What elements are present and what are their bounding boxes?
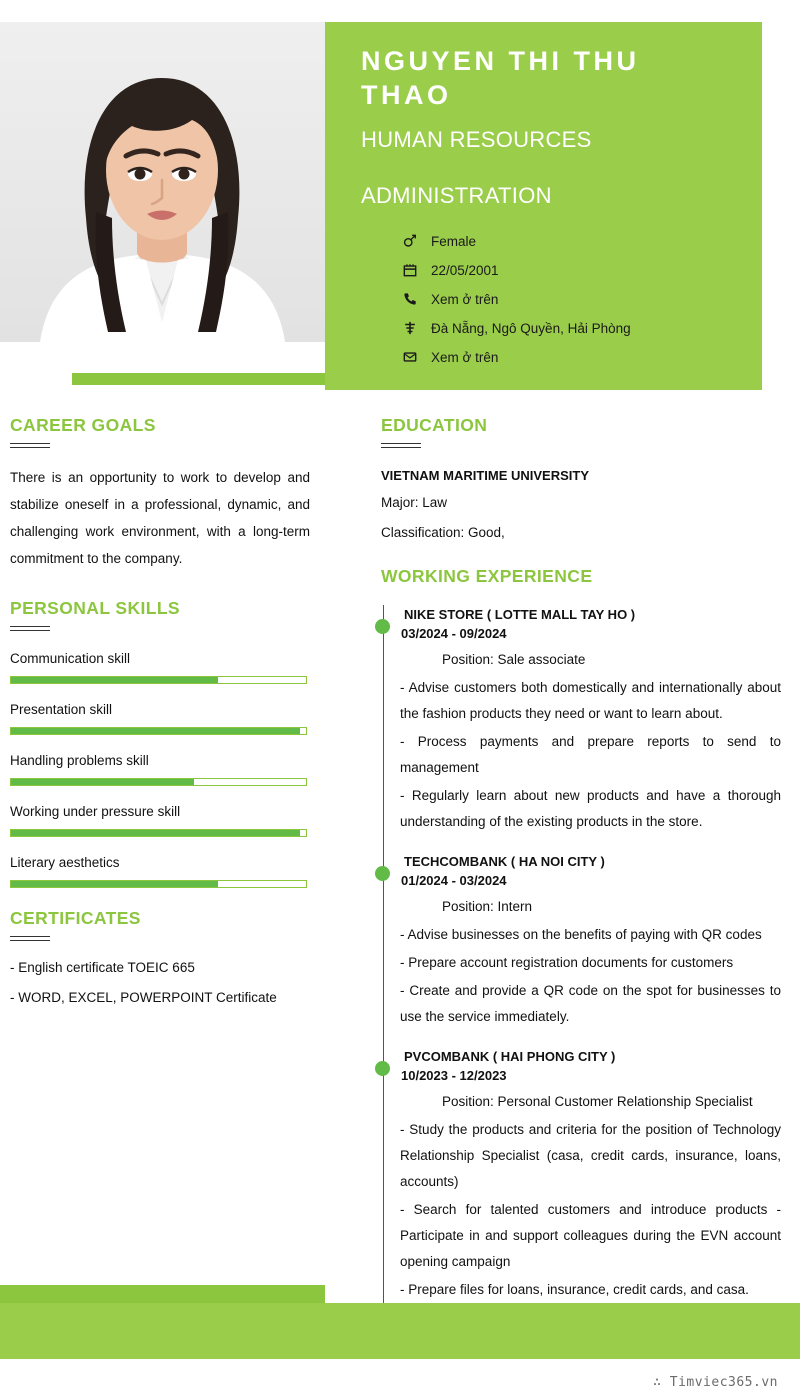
experience-bullet: - Study the products and criteria for the position of Technology Relationship Specialist (casa, credit cards, insurance, loans, accounts) — [400, 1122, 781, 1189]
job-title-line2: ADMINISTRATION — [361, 183, 552, 208]
contact-row-address — [361, 321, 738, 337]
skill-label: Handling problems skill — [10, 753, 149, 768]
certificates-title: CERTIFICATES — [10, 908, 141, 928]
section-divider — [10, 443, 50, 444]
contact-phone-text: Xem ở trên — [431, 292, 499, 307]
section-divider — [381, 443, 421, 444]
section-divider — [10, 940, 50, 941]
contact-row-phone — [361, 292, 738, 308]
experience-item — [400, 852, 781, 1030]
skill-label: Literary aesthetics — [10, 855, 120, 870]
experience-company: TECHCOMBANK ( HA NOI CITY ) — [404, 854, 605, 869]
experience-company: NIKE STORE ( LOTTE MALL TAY HO ) — [404, 607, 636, 622]
career-goals-text: There is an opportunity to work to develop and stabilize oneself in a professional, dynamic, and challenging work environment, with a long-term commitment to the company. — [10, 470, 310, 566]
education-section — [381, 415, 781, 548]
experience-date: 03/2024 - 09/2024 — [401, 626, 507, 641]
section-divider — [10, 447, 50, 448]
contact-email-text: Xem ở trên — [431, 350, 499, 365]
calendar-icon — [399, 263, 421, 279]
experience-bullet: - Advise businesses on the benefits of paying with QR codes — [400, 927, 762, 942]
skill-label: Working under pressure skill — [10, 804, 181, 819]
profile-photo — [0, 22, 325, 342]
experience-position: Position: Intern — [442, 899, 533, 914]
footer-accent-bar — [0, 1285, 325, 1303]
working-experience-title: WORKING EXPERIENCE — [381, 566, 593, 586]
job-title-line1: HUMAN RESOURCES — [361, 127, 592, 152]
skill-bar-fill — [11, 677, 218, 683]
experience-date: 01/2024 - 03/2024 — [401, 873, 507, 888]
left-column — [10, 415, 310, 1011]
right-column — [381, 415, 781, 1320]
skill-label: Communication skill — [10, 651, 131, 666]
section-divider — [10, 936, 50, 937]
experience-item — [400, 605, 781, 835]
experience-bullet: - Process payments and prepare reports to send to management — [400, 734, 781, 775]
portrait-illustration — [0, 22, 325, 342]
experience-timeline — [381, 605, 781, 1303]
timeline-dot-icon — [375, 1061, 390, 1076]
timeline-axis — [383, 605, 384, 1303]
career-goals-title: CAREER GOALS — [10, 415, 156, 435]
skill-bar-fill — [11, 779, 194, 785]
contact-row-gender — [361, 234, 738, 250]
experience-company: PVCOMBANK ( HAI PHONG CITY ) — [404, 1049, 616, 1064]
phone-icon — [399, 292, 421, 308]
education-major: Major: Law — [381, 495, 448, 510]
email-icon — [399, 350, 421, 366]
page-title: NGUYEN THI THU THAO — [361, 46, 640, 110]
experience-bullet: - Prepare files for loans, insurance, credit cards, and casa. — [400, 1282, 749, 1297]
working-experience-section — [381, 566, 781, 1303]
contact-birthday-text: 22/05/2001 — [431, 263, 499, 278]
contact-gender-text: Female — [431, 234, 477, 249]
skill-bar — [10, 727, 307, 735]
career-goals-section — [10, 415, 310, 572]
certificate-item: - English certificate TOEIC 665 — [10, 960, 195, 975]
skill-bar-fill — [11, 881, 218, 887]
photo-accent-bar — [72, 373, 325, 385]
timeline-dot-icon — [375, 866, 390, 881]
education-title: EDUCATION — [381, 415, 488, 435]
experience-bullet: - Regularly learn about new products and have a thorough understanding of the existing products in the store. — [400, 788, 781, 829]
cv-header — [0, 22, 800, 390]
location-icon — [399, 321, 421, 337]
certificates-section — [10, 908, 310, 1011]
gender-icon — [399, 234, 421, 250]
experience-item — [400, 1047, 781, 1303]
skill-bar — [10, 778, 307, 786]
section-divider — [10, 630, 50, 631]
experience-position: Position: Personal Customer Relationship Specialist — [442, 1094, 753, 1109]
contact-address-text: Đà Nẵng, Ngô Quyền, Hải Phòng — [431, 321, 631, 336]
section-divider — [10, 626, 50, 627]
skill-bar-fill — [11, 728, 300, 734]
experience-bullet: - Create and provide a QR code on the spot for businesses to use the service immediately. — [400, 983, 781, 1024]
experience-bullet: - Advise customers both domestically and internationally about the fashion products they need or want to learn about. — [400, 680, 781, 721]
experience-date: 10/2023 - 12/2023 — [401, 1068, 507, 1083]
experience-bullet: - Search for talented customers and introduce products - Participate in and support colleagues during the EVN account opening campaign — [400, 1202, 781, 1269]
experience-bullet: - Prepare account registration documents for customers — [400, 955, 734, 970]
contact-row-email — [361, 350, 738, 366]
personal-skills-title: PERSONAL SKILLS — [10, 598, 181, 618]
certificates-list — [10, 955, 310, 1011]
footer-bar — [0, 1303, 800, 1359]
education-school: VIETNAM MARITIME UNIVERSITY — [381, 468, 590, 483]
contact-info-list — [361, 234, 738, 366]
contact-row-birthday — [361, 263, 738, 279]
section-divider — [381, 447, 421, 448]
header-banner — [325, 22, 762, 390]
skill-label: Presentation skill — [10, 702, 113, 717]
education-entry — [381, 464, 781, 548]
personal-skills-section — [10, 598, 310, 888]
skill-list — [10, 649, 310, 888]
skill-bar — [10, 676, 307, 684]
certificate-item: - WORD, EXCEL, POWERPOINT Certificate — [10, 990, 277, 1005]
skill-bar — [10, 829, 307, 837]
skill-bar-fill — [11, 830, 300, 836]
experience-position: Position: Sale associate — [442, 652, 586, 667]
timeline-dot-icon — [375, 619, 390, 634]
education-classification: Classification: Good, — [381, 525, 505, 540]
brand-watermark: ∴ Timviec365.vn — [653, 1375, 778, 1390]
skill-bar — [10, 880, 307, 888]
